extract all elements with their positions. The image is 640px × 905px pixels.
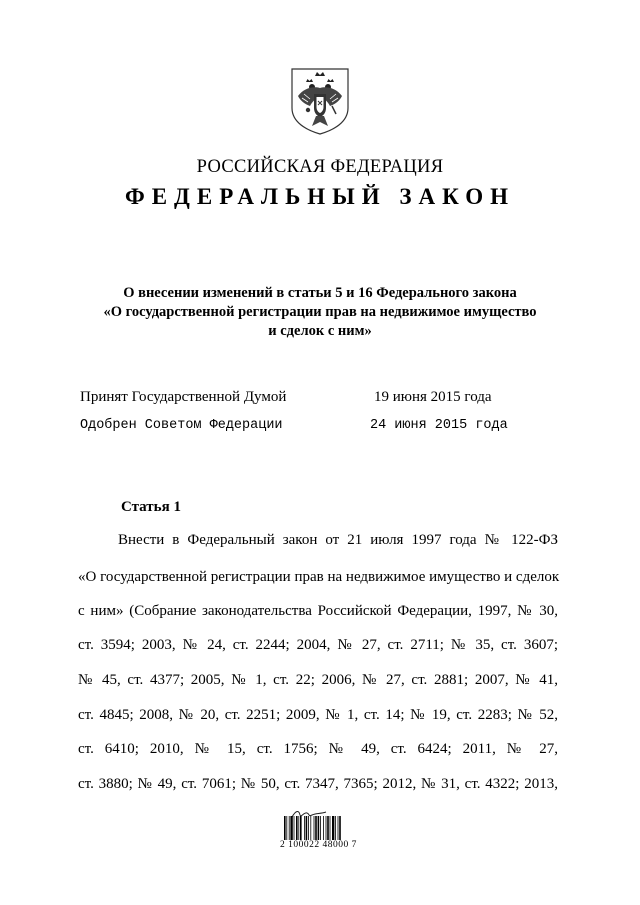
article-text-line: ст. 3880; № 49, ст. 7061; № 50, ст. 7347, 7365; 2012, № 31, ст. 4322; 2013, xyxy=(78,776,558,792)
article-text-line: Внести в Федеральный закон от 21 июля 1997 года № 122-ФЗ xyxy=(118,532,558,548)
article-text-line: № 45, ст. 4377; 2005, № 1, ст. 22; 2006, № 27, ст. 2881; 2007, № 41, xyxy=(78,672,558,688)
duma-adoption-date: 19 июня 2015 года xyxy=(374,389,492,405)
article-text-line: ст. 3594; 2003, № 24, ст. 2244; 2004, № 27, ст. 2711; № 35, ст. 3607; xyxy=(78,637,558,653)
russian-coat-of-arms-icon xyxy=(288,66,352,136)
barcode xyxy=(283,816,365,840)
duma-adoption-label: Принят Государственной Думой xyxy=(80,389,287,405)
law-subtitle-line-2: «О государственной регистрации прав на недвижимое имущество xyxy=(103,304,537,320)
council-approval-label: Одобрен Советом Федерации xyxy=(80,418,283,433)
country-name: РОССИЙСКАЯ ФЕДЕРАЦИЯ xyxy=(196,157,444,177)
barcode-number: 2 100022 48000 7 xyxy=(280,840,357,850)
council-approval-date: 24 июня 2015 года xyxy=(370,418,508,433)
document-type-title: ФЕДЕРАЛЬНЫЙ ЗАКОН xyxy=(124,184,516,209)
law-subtitle-line-3: и сделок с ним» xyxy=(268,323,372,339)
article-text-line: ст. 4845; 2008, № 20, ст. 2251; 2009, № 1, ст. 14; № 19, ст. 2283; № 52, xyxy=(78,707,558,723)
article-heading: Статья 1 xyxy=(121,499,181,515)
article-text-line: ст. 6410; 2010, № 15, ст. 1756; № 49, ст. 6424; 2011, № 27, xyxy=(78,741,558,757)
article-text-line: «О государственной регистрации прав на недвижимое имущество и сделок xyxy=(78,569,560,585)
article-text-line: с ним» (Собрание законодательства Российской Федерации, 1997, № 30, xyxy=(78,603,558,619)
law-subtitle-line-1: О внесении изменений в статьи 5 и 16 Федерального закона xyxy=(123,285,517,301)
